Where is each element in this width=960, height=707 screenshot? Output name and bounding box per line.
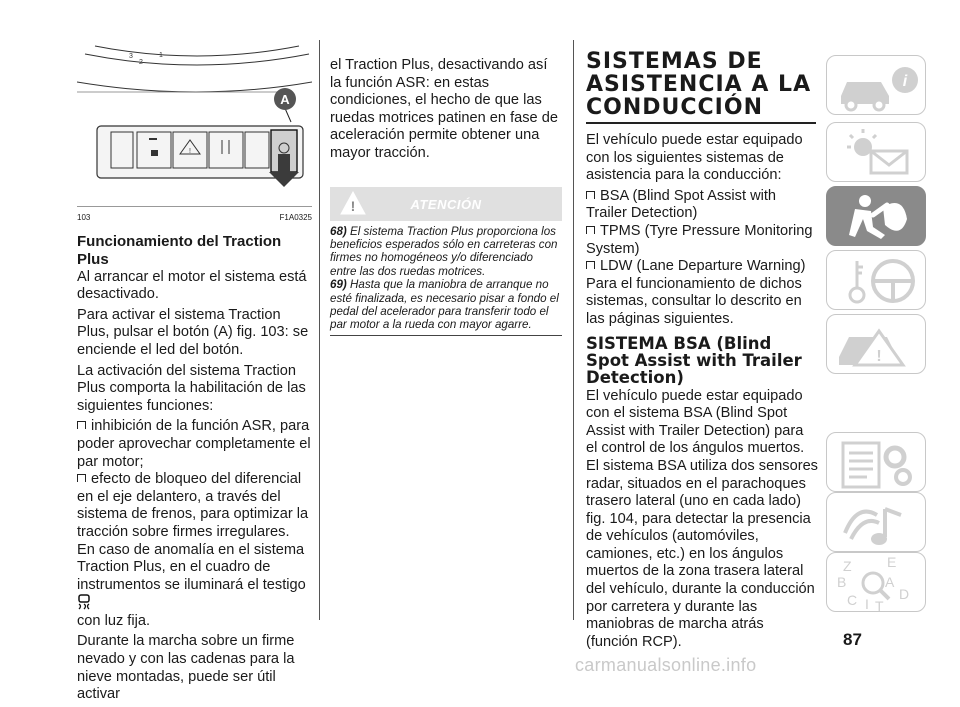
- svg-text:!: !: [350, 197, 356, 214]
- steering-key-icon: [827, 251, 927, 311]
- svg-text:i: i: [902, 73, 908, 90]
- attention-label: ATENCIÓN: [410, 196, 482, 212]
- index-letter: E: [887, 554, 897, 570]
- traction-warning-light-icon: [77, 594, 91, 610]
- index-letter: A: [885, 574, 895, 590]
- list-item: TPMS (Tyre Pressure Monitoring System): [586, 222, 813, 257]
- index-letter: Z: [843, 558, 852, 574]
- tab-starting-driving[interactable]: [826, 250, 926, 310]
- index-letter: C: [847, 592, 858, 608]
- bullet-icon: [77, 474, 86, 482]
- note-68: 68) El sistema Traction Plus proporciona los beneficios esperados sólo en carreteras con firmes no homogéneos y/o diferenciado entre las dos ruedas motrices.: [330, 224, 558, 278]
- gauge-tick-2: 2: [139, 59, 143, 66]
- paragraph: El vehículo puede estar equipado con el sistema BSA (Blind Spot Assist with Trailer Detection) para el control de los ángulos muertos. El sistema BSA utiliza dos sensores radar, situados en el parachoques trasero lateral (uno en cada lado) fig. 104, para detectar la presencia de vehículos (automóviles, camiones, etc.) en los ángulos muertos de la zona trasera lateral del vehículo, durante la conducción por carretera y durante las maniobras de marcha atrás (función RCP).: [586, 387, 818, 650]
- paragraph: La activación del sistema Traction Plus comporta la habilitación de las siguientes funciones:: [77, 362, 306, 414]
- note-69: 69) Hasta que la maniobra de arranque no esté finalizada, es necesario pisar a fondo el pedal del acelerador para transferir todo el par motor a la rueda con mayor agarre.: [330, 278, 559, 332]
- bullet-icon: [586, 261, 595, 269]
- svg-text:!: !: [876, 348, 882, 365]
- tab-index[interactable]: [826, 552, 926, 612]
- figure-number: 103: [77, 213, 91, 222]
- traction-plus-button-illustration: [77, 44, 312, 204]
- section-heading-traction-plus: Funcionamiento del Traction Plus: [77, 232, 282, 268]
- car-emergency-icon: [827, 315, 927, 375]
- index-letter: B: [837, 574, 847, 590]
- warning-lights-icon: [827, 123, 927, 183]
- paragraph: Al arrancar el motor el sistema está desactivado.: [77, 268, 307, 303]
- attention-box: [330, 187, 562, 221]
- column-divider-1: [319, 40, 320, 620]
- list-item: BSA (Blind Spot Assist with Trailer Detection): [586, 187, 777, 222]
- tab-safety[interactable]: [826, 186, 926, 246]
- paragraph: Durante la marcha sobre un firme nevado y con las cadenas para la nieve montadas, puede ser útil activar: [77, 633, 295, 703]
- tab-multimedia[interactable]: [826, 492, 926, 552]
- watermark[interactable]: carmanualsonline.info: [575, 655, 757, 675]
- column-left: [77, 44, 312, 707]
- list-item: inhibición de la función ASR, para poder aprovechar completamente el par motor;: [77, 418, 311, 470]
- index-letter: D: [899, 586, 910, 602]
- gauge-tick-1: 1: [159, 52, 163, 59]
- bullet-icon: [77, 421, 86, 429]
- list-item: LDW (Lane Departure Warning): [586, 258, 818, 276]
- maintenance-icon: [827, 433, 927, 493]
- column-right: [586, 50, 818, 654]
- paragraph: el Traction Plus, desactivando así la función ASR: en estas condiciones, el hecho de que las ruedas motrices patinen en fase de aceleración permite obtener una mayor tracción.: [330, 57, 558, 161]
- paragraph: En caso de anomalía en el sistema Traction Plus, en el cuadro de instrumentos se iluminará el testigo con luz fija.: [77, 541, 306, 629]
- svg-text:!: !: [189, 148, 191, 155]
- index-letter: T: [875, 598, 884, 613]
- car-info-icon: [827, 56, 927, 116]
- paragraph: Para activar el sistema Traction Plus, pulsar el botón (A) fig. 103: se enciende el led del botón.: [77, 306, 309, 358]
- bullet-icon: [586, 226, 595, 234]
- gauge-tick-3: 3: [129, 53, 133, 60]
- index-letter: I: [865, 596, 869, 612]
- tab-warning-lights[interactable]: [826, 122, 926, 182]
- figure-code: F1A0325: [279, 213, 312, 222]
- column-divider-2: [573, 40, 574, 620]
- bullet-icon: [586, 191, 595, 199]
- tab-car-info[interactable]: [826, 55, 926, 115]
- tab-emergency[interactable]: [826, 314, 926, 374]
- attention-notes: [330, 225, 562, 336]
- callout-a: A: [280, 92, 290, 107]
- section-title: SISTEMAS DE ASISTENCIA A LA CONDUCCIÓN: [586, 49, 812, 120]
- page-number: 87: [843, 630, 862, 649]
- paragraph: El vehículo puede estar equipado con los siguientes sistemas de asistencia para la conducción:: [586, 132, 803, 184]
- tab-maintenance[interactable]: [826, 432, 926, 492]
- paragraph: Para el funcionamiento de dichos sistemas, consultar lo descrito en las páginas siguientes.: [586, 275, 802, 327]
- title-rule: [586, 122, 816, 124]
- subsection-title-bsa: SISTEMA BSA (Blind Spot Assist with Trailer Detection): [586, 333, 802, 387]
- index-icon: [827, 553, 927, 613]
- figure-caption: [77, 206, 312, 227]
- column-middle: [330, 57, 562, 336]
- multimedia-icon: [827, 493, 927, 553]
- list-item: efecto de bloqueo del diferencial en el eje delantero, a través del sistema de frenos, para optimizar la tracción sobre firmes irregulares.: [77, 471, 309, 540]
- figure-103: [77, 44, 312, 204]
- airbag-safety-icon: [827, 187, 927, 247]
